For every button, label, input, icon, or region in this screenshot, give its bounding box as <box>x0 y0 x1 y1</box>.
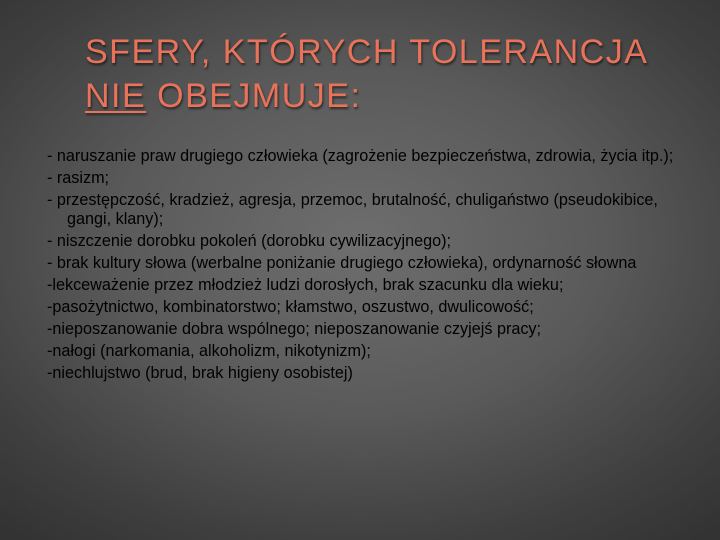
list-item: - brak kultury słowa (werbalne poniżanie drugiego człowieka), ordynarność słowna <box>47 254 637 272</box>
list-item: - niszczenie dorobku pokoleń (dorobku cywilizacyjnego); <box>47 232 451 250</box>
list-item: -pasożytnictwo, kombinatorstwo; kłamstwo, oszustwo, dwulicowość; <box>47 298 534 316</box>
list-item: -nałogi (narkomania, alkoholizm, nikotynizm); <box>47 342 371 360</box>
list-item: - przestępczość, kradzież, agresja, przemoc, brutalność, chuligaństwo (pseudokibice, gangi, klany); <box>47 191 658 228</box>
title-line-2 <box>85 74 685 118</box>
list-item: - rasizm; <box>47 169 110 187</box>
list-item: -lekceważenie przez młodzież ludzi dorosłych, brak szacunku dla wieku; <box>47 276 564 294</box>
list-item: -nieposzanowanie dobra wspólnego; nieposzanowanie czyjejś pracy; <box>47 320 542 338</box>
slide-title <box>85 30 685 118</box>
list-item: -niechlujstwo (brud, brak higieny osobistej) <box>47 364 353 382</box>
title-line-2-rest: OBEJMUJE: <box>146 77 362 115</box>
content-list <box>47 147 687 386</box>
title-line-1: SFERY, KTÓRYCH TOLERANCJA <box>85 33 649 71</box>
list-item: - naruszanie praw drugiego człowieka (zagrożenie bezpieczeństwa, zdrowia, życia itp.); <box>47 147 674 165</box>
title-underlined-word: NIE <box>85 77 147 115</box>
